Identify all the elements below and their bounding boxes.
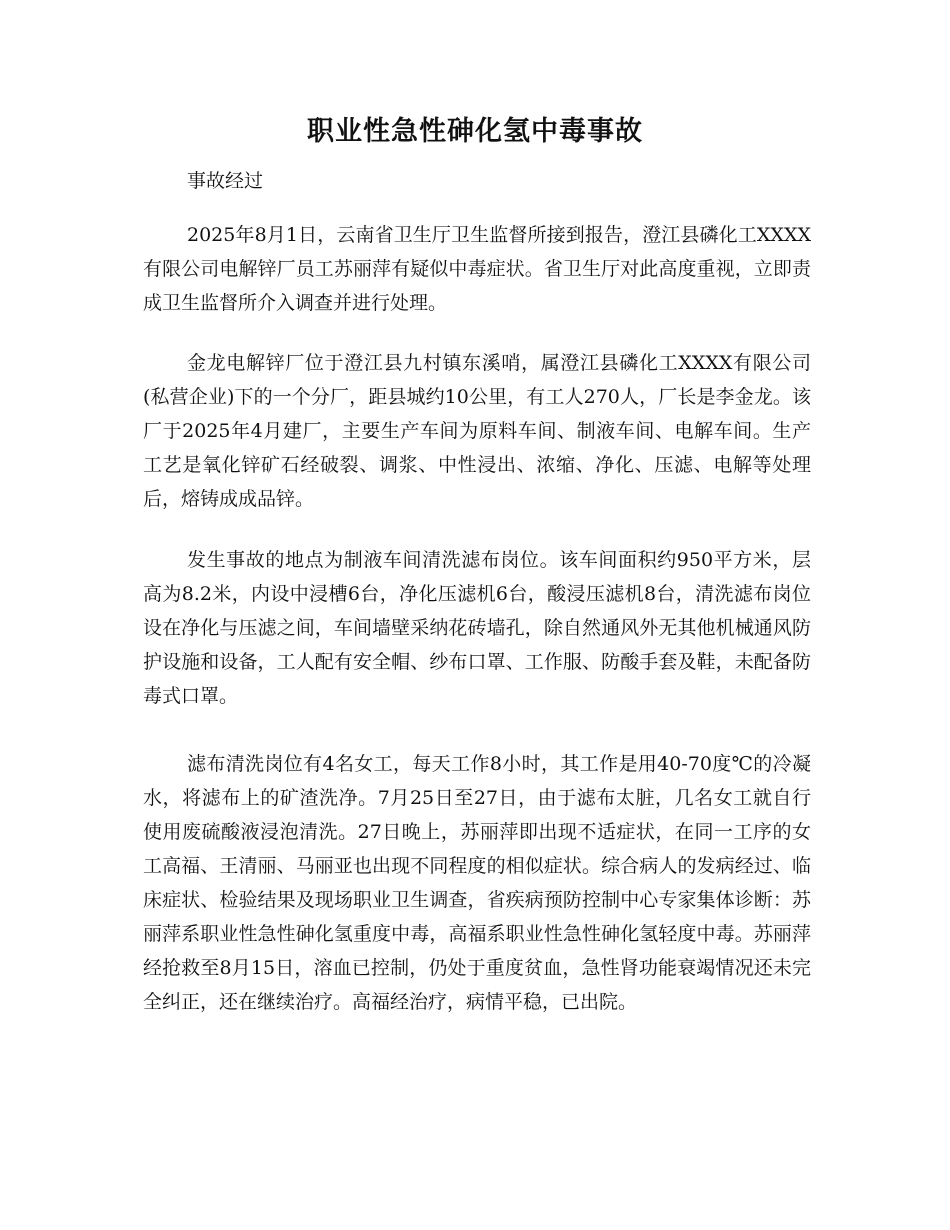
paragraph-3: 发生事故的地点为制液车间清洗滤布岗位。该车间面积约950平方米，层高为8.2米，内设中浸槽6台，净化压滤机6台，酸浸压滤机8台，清洗滤布岗位设在净化与压滤之间，车间墙壁采纳花砖墙孔，除自然通风外无其他机械通风防护设施和设备，工人配有安全帽、纱布口罩、工作服、防酸手套及鞋，未配备防毒式口罩。 <box>143 549 811 707</box>
paragraph-2: 金龙电解锌厂位于澄江县九村镇东溪哨，属澄江县磷化工XXXX有限公司(私营企业)下的一个分厂，距县城约10公里，有工人270人，厂长是李金龙。该厂于2025年4月建厂，主要生产车间为原料车间、制液车间、电解车间。生产工艺是氧化锌矿石经破裂、调浆、中性浸出、浓缩、净化、压滤、电解等处理后，熔铸成成品锌。 <box>143 352 811 510</box>
paragraph-4: 滤布清洗岗位有4名女工，每天工作8小时，其工作是用40-70度℃的冷凝水，将滤布上的矿渣洗净。7月25日至27日，由于滤布太脏，几名女工就自行使用废硫酸液浸泡清洗。27日晚上，苏丽萍即出现不适症状，在同一工序的女工高福、王清丽、马丽亚也出现不同程度的相似症状。综合病人的发病经过、临床症状、检验结果及现场职业卫生调查，省疾病预防控制中心专家集体诊断：苏丽萍系职业性急性砷化氢重度中毒，高福系职业性急性砷化氢轻度中毒。苏丽萍经抢救至8月15日，溶血已控制，仍处于重度贫血，急性肾功能衰竭情况还未完全纠正，还在继续治疗。高福经治疗，病情平稳，已出院。 <box>143 753 811 1013</box>
section-heading: 事故经过 <box>187 170 264 192</box>
paragraph-1: 2025年8月1日，云南省卫生厅卫生监督所接到报告，澄江县磷化工XXXX有限公司电解锌厂员工苏丽萍有疑似中毒症状。省卫生厅对此高度重视，立即责成卫生监督所介入调查并进行处理。 <box>143 224 811 314</box>
document-title: 职业性急性砷化氢中毒事故 <box>307 116 643 147</box>
